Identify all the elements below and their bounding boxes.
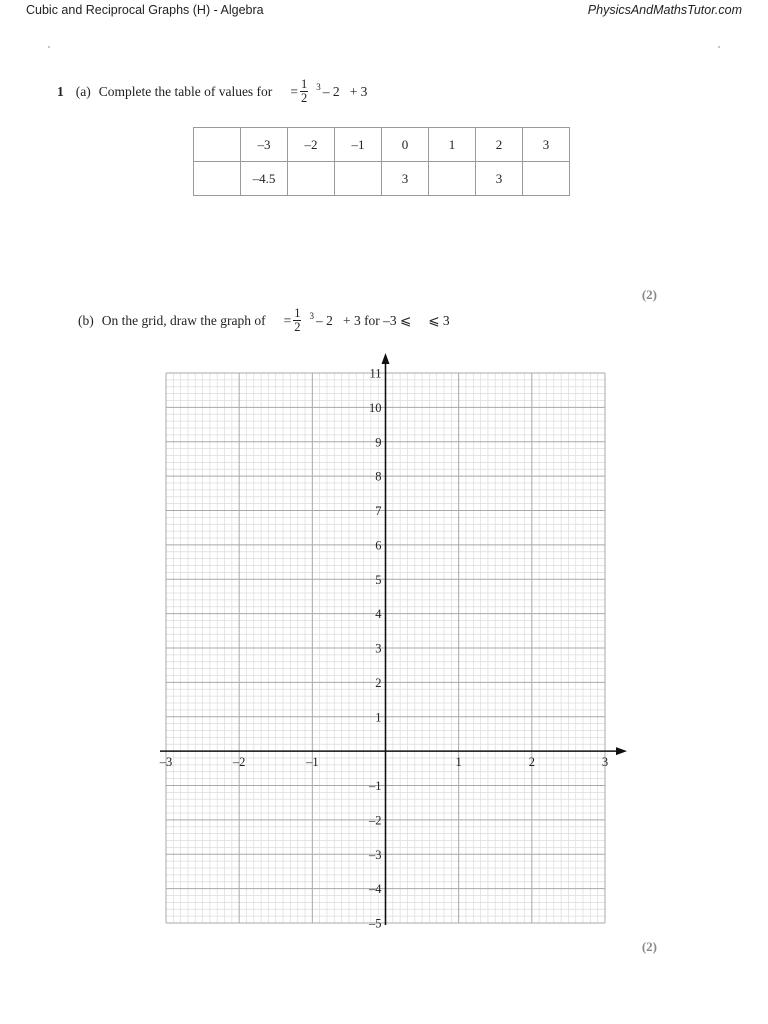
x-tick-label: –2 xyxy=(232,755,246,770)
y-tick-label: 7 xyxy=(375,504,382,518)
table-cell: –1 xyxy=(335,128,382,162)
table-cell: –4.5 xyxy=(241,162,288,196)
y-axis-arrow xyxy=(382,353,390,364)
question-number: 1 xyxy=(57,83,64,99)
x-tick-label: 2 xyxy=(528,755,535,770)
table-cell: –2 xyxy=(288,128,335,162)
table-cell: 3 xyxy=(523,128,570,162)
y-tick-label: 1 xyxy=(375,710,382,725)
x-tick-label: 3 xyxy=(601,755,609,770)
y-tick-label: –5 xyxy=(369,916,382,931)
part-b-equation-tail: – 2 + 3 for –3 ⩽ ⩽ 3 xyxy=(315,312,450,328)
table-cell: 3 xyxy=(476,162,523,196)
y-tick-label: 9 xyxy=(375,435,382,450)
y-tick-label: 5 xyxy=(375,572,382,587)
y-tick-label: 3 xyxy=(375,641,382,656)
part-a-label: (a) xyxy=(75,83,91,99)
y-tick-label: 4 xyxy=(375,607,382,622)
part-a-equation-tail: – 2 + 3 xyxy=(322,83,368,99)
y-tick-label: 8 xyxy=(375,469,382,484)
fraction-denominator: 2 xyxy=(294,320,301,334)
power-exponent: 3 xyxy=(316,81,321,92)
part-a-equals: = xyxy=(290,83,298,99)
y-tick-label: 11 xyxy=(369,366,382,381)
table-cell: 3 xyxy=(382,162,429,196)
table-cell: 2 xyxy=(476,128,523,162)
table-cell: 0 xyxy=(382,128,429,162)
x-tick-label: –3 xyxy=(159,755,173,770)
y-tick-label: –2 xyxy=(369,813,382,828)
part-b-label: (b) xyxy=(78,312,94,328)
fraction-numerator: 1 xyxy=(300,77,308,91)
header-left: Cubic and Reciprocal Graphs (H) - Algebra xyxy=(26,3,264,17)
y-tick-label: 6 xyxy=(375,538,382,553)
x-axis-arrow xyxy=(616,747,627,755)
table-cell: –3 xyxy=(241,128,288,162)
fraction-denominator: 2 xyxy=(300,91,308,105)
part-a-marks: (2) xyxy=(641,287,657,302)
y-tick-label: –1 xyxy=(369,779,382,793)
x-tick-label: –1 xyxy=(306,755,319,770)
x-tick-label: 1 xyxy=(455,755,462,770)
part-b-equals: = xyxy=(283,312,292,328)
y-tick-label: 2 xyxy=(375,675,382,690)
power-exponent: 3 xyxy=(309,310,314,321)
table-cell: 1 xyxy=(429,128,476,162)
y-tick-label: –3 xyxy=(369,847,382,862)
part-b-marks: (2) xyxy=(641,939,657,954)
header-right-site[interactable]: PhysicsAndMathsTutor.com xyxy=(587,3,742,17)
fraction-numerator: 1 xyxy=(294,306,301,320)
part-a-text: Complete the table of values for xyxy=(98,83,273,99)
part-b-text: On the grid, draw the graph of xyxy=(101,312,266,328)
y-tick-label: 10 xyxy=(369,400,382,415)
y-tick-label: –4 xyxy=(369,882,382,897)
